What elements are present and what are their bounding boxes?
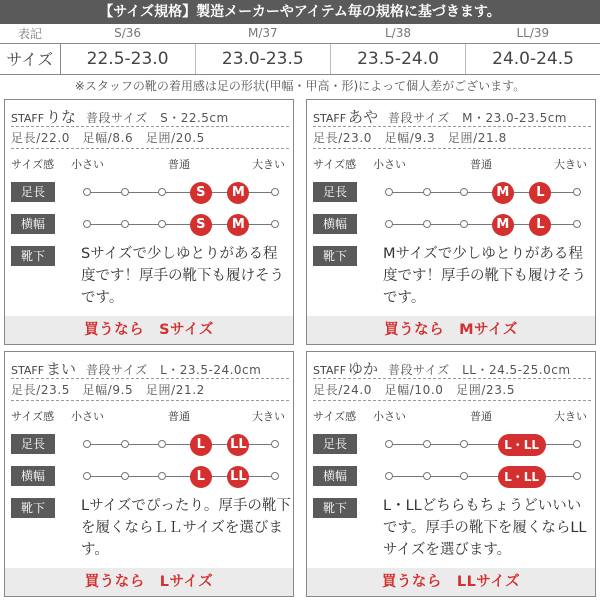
- size-table: [0, 24, 600, 75]
- fit-scale-track: [390, 185, 578, 200]
- scale-title: サイズ感: [313, 410, 357, 423]
- fit-description: L・LLどちらもちょうどいいいです。厚手の靴下を履くならLLサイズを選びます。: [383, 498, 587, 558]
- fit-scale-track: [390, 438, 578, 452]
- staff-card: [306, 99, 596, 345]
- row-label: 足長: [11, 182, 55, 202]
- scale-normal-label: 普通: [168, 158, 190, 171]
- scale-dot: [423, 188, 431, 196]
- usual-size: 普段サイズ S・22.5cm: [86, 111, 229, 125]
- scale-dot: [385, 188, 393, 196]
- scale-dot: [271, 220, 279, 228]
- staff-name: あや: [348, 108, 379, 126]
- divider: [11, 148, 289, 149]
- divider: [313, 148, 591, 149]
- scale-normal-label: 普通: [168, 410, 190, 423]
- fit-marker: S: [190, 214, 212, 236]
- fit-scale-track: [390, 470, 578, 484]
- fit-description: Mサイズで少しゆとりがある程度です！厚手の靴下も履けそうです。: [383, 246, 586, 306]
- fit-scale-track: [390, 217, 578, 232]
- scale-dot: [423, 440, 431, 448]
- row-label: 横幅: [313, 214, 357, 234]
- scale-small-label: 小さい: [71, 410, 104, 423]
- staff-card: [4, 351, 294, 597]
- fit-description: Lサイズでぴったり。厚手の靴下を履くならＬＬサイズを選びます。: [81, 498, 291, 558]
- size-table-cell: 22.5-23.0: [60, 43, 195, 74]
- scale-dot: [271, 472, 279, 480]
- scale-dot: [460, 188, 468, 196]
- scale-dot: [271, 188, 279, 196]
- fit-marker: L: [529, 214, 551, 236]
- scale-dot: [460, 440, 468, 448]
- foot-measurements: 足長/24.0 足幅/10.0 足囲/23.5: [313, 383, 516, 397]
- size-table-cell: 23.5-24.0: [330, 43, 465, 74]
- row-label: 足長: [11, 434, 55, 454]
- scale-dot: [121, 188, 129, 196]
- staff-name: りな: [46, 108, 77, 126]
- row-label: 靴下: [11, 246, 55, 266]
- size-table-cell: S/36: [114, 26, 142, 41]
- scale-title: サイズ感: [11, 158, 55, 171]
- size-table-cell: L/38: [385, 26, 411, 41]
- staff-line: [313, 106, 591, 127]
- scale-big-label: 大きい: [252, 158, 285, 171]
- row-label: 足長: [313, 434, 357, 454]
- staff-tag: STAFF: [11, 364, 45, 377]
- scale-title: サイズ感: [313, 158, 357, 171]
- divider: [313, 400, 591, 401]
- staff-name: ゆか: [348, 360, 379, 378]
- fit-marker: L: [190, 434, 212, 456]
- row-label: 靴下: [313, 246, 357, 266]
- scale-dot: [573, 188, 581, 196]
- size-table-cell: 24.0-24.5: [466, 43, 600, 74]
- staff-name: まい: [46, 360, 77, 378]
- scale-normal-label: 普通: [470, 158, 492, 171]
- foot-measurements: 足長/22.0 足幅/8.6 足囲/20.5: [11, 131, 205, 145]
- staff-line: [11, 106, 289, 127]
- staff-line: [11, 358, 289, 379]
- usual-size: 普段サイズ LL・24.5-25.0cm: [388, 363, 571, 377]
- scale-dot: [121, 440, 129, 448]
- row-label: 横幅: [313, 466, 357, 486]
- fit-marker: L: [190, 466, 212, 488]
- fit-scale-track: [88, 185, 276, 200]
- fit-marker: L: [529, 182, 551, 204]
- scale-small-label: 小さい: [71, 158, 104, 171]
- fit-marker: M: [492, 214, 514, 236]
- recommended-size: 買うなら Sサイズ: [5, 316, 293, 344]
- fit-marker: M: [227, 214, 249, 236]
- divider: [11, 400, 289, 401]
- fit-marker: LL: [227, 466, 249, 488]
- size-table-cell: 23.0-23.5: [195, 43, 330, 74]
- fit-marker: M: [492, 182, 514, 204]
- scale-big-label: 大きい: [554, 158, 587, 171]
- scale-dot: [158, 440, 166, 448]
- fit-marker: L・LL: [498, 466, 546, 488]
- row-label: 横幅: [11, 466, 55, 486]
- scale-dot: [573, 440, 581, 448]
- scale-dot: [573, 220, 581, 228]
- fit-marker: LL: [227, 434, 249, 456]
- scale-dot: [83, 220, 91, 228]
- scale-big-label: 大きい: [554, 410, 587, 423]
- scale-dot: [385, 472, 393, 480]
- row-label: 靴下: [313, 498, 357, 518]
- scale-dot: [385, 440, 393, 448]
- foot-measurements: 足長/23.0 足幅/9.3 足囲/21.8: [313, 131, 507, 145]
- fit-description: Sサイズで少しゆとりがある程度です！厚手の靴下も履けそうです。: [81, 246, 284, 306]
- scale-dot: [460, 220, 468, 228]
- scale-title: サイズ感: [11, 410, 55, 423]
- staff-card: [306, 351, 596, 597]
- scale-dot: [158, 472, 166, 480]
- size-table-row-label: サイズ: [0, 43, 60, 74]
- scale-dot: [423, 220, 431, 228]
- scale-small-label: 小さい: [373, 158, 406, 171]
- size-table-cell: LL/39: [516, 26, 550, 41]
- scale-dot: [83, 440, 91, 448]
- row-label: 横幅: [11, 214, 55, 234]
- row-label: 靴下: [11, 498, 55, 518]
- scale-normal-label: 普通: [470, 410, 492, 423]
- fit-marker: L・LL: [498, 434, 546, 456]
- recommended-size: 買うなら LLサイズ: [307, 568, 595, 596]
- size-spec-header: 【サイズ規格】製造メーカーやアイテム毎の規格に基づきます。: [0, 0, 600, 24]
- divider: [11, 126, 289, 127]
- row-label: 足長: [313, 182, 357, 202]
- fit-scale-track: [88, 217, 276, 232]
- foot-measurements: 足長/23.5 足幅/9.5 足囲/21.2: [11, 383, 205, 397]
- scale-dot: [158, 188, 166, 196]
- size-table-cell: M/37: [247, 26, 278, 41]
- staff-card: [4, 99, 294, 345]
- fit-scale-track: [88, 437, 276, 452]
- size-table-row-label: 表記: [17, 26, 42, 41]
- scale-dot: [83, 472, 91, 480]
- scale-dot: [423, 472, 431, 480]
- fit-note: ※スタッフの靴の着用感は足の形状(甲幅・甲高・形)によって個人差がございます。: [74, 79, 526, 93]
- recommended-size: 買うなら Lサイズ: [5, 568, 293, 596]
- divider: [11, 378, 289, 379]
- scale-dot: [385, 220, 393, 228]
- staff-tag: STAFF: [313, 364, 347, 377]
- staff-line: [313, 358, 591, 379]
- divider: [313, 126, 591, 127]
- staff-tag: STAFF: [313, 112, 347, 125]
- recommended-size: 買うなら Mサイズ: [307, 316, 595, 344]
- staff-tag: STAFF: [11, 112, 45, 125]
- usual-size: 普段サイズ L・23.5-24.0cm: [86, 363, 262, 377]
- scale-big-label: 大きい: [252, 410, 285, 423]
- divider: [313, 378, 591, 379]
- scale-dot: [121, 220, 129, 228]
- scale-dot: [271, 440, 279, 448]
- fit-marker: S: [190, 182, 212, 204]
- scale-dot: [83, 188, 91, 196]
- fit-marker: M: [227, 182, 249, 204]
- scale-small-label: 小さい: [373, 410, 406, 423]
- scale-dot: [460, 472, 468, 480]
- usual-size: 普段サイズ M・23.0-23.5cm: [388, 111, 567, 125]
- scale-dot: [573, 472, 581, 480]
- scale-dot: [158, 220, 166, 228]
- scale-dot: [121, 472, 129, 480]
- fit-scale-track: [88, 469, 276, 484]
